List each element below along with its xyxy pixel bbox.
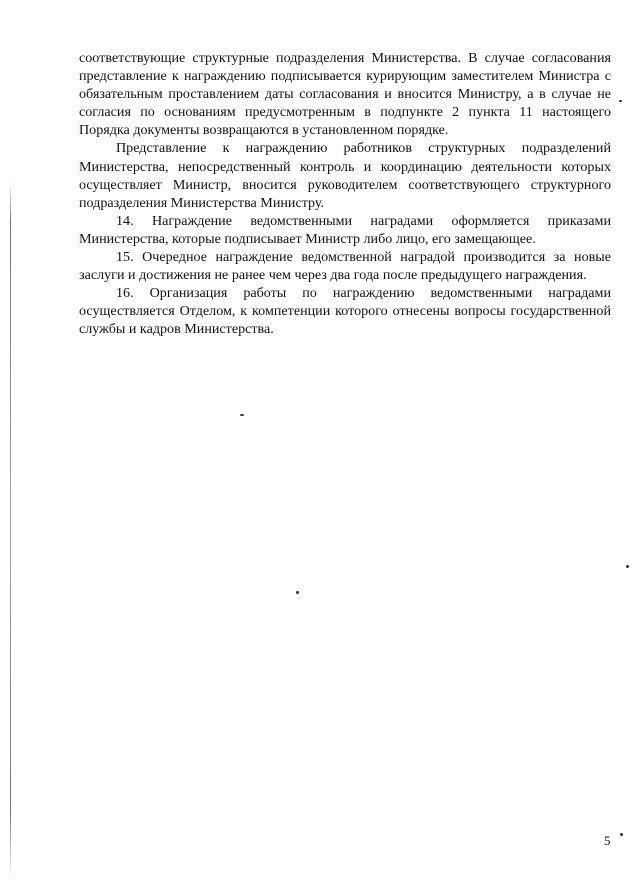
- paragraph-item-15: 15. Очередное награждение ведомственной наградой производится за новые заслуги и достижения не ранее чем через два года после предыдущего награждения.: [79, 249, 611, 284]
- scan-speck: [296, 591, 299, 594]
- scan-speck: [626, 565, 629, 568]
- paragraph-item-14: 14. Награждение ведомственными наградами оформляется приказами Министерства, которые подписывает Министр либо лицо, его замещающее.: [79, 212, 611, 247]
- scan-speck: [620, 833, 623, 836]
- page-number: 5: [604, 833, 611, 848]
- paragraph-continuation: соответствующие структурные подразделения Министерства. В случае согласования представление к награждению подписывается курирующим заместителем Министра с обязательным проставлением даты согласования и вносится Министру, а в случае не согласия по основаниям предусмотренным в подпункте 2 пункта 11 настоящего Порядка документы возвращаются в установленном порядке.: [79, 50, 611, 139]
- scan-speck: [619, 100, 622, 102]
- paragraph-submission: Представление к награждению работников структурных подразделений Министерства, непосредственный контроль и координацию деятельности которых осуществляет Министр, вносится руководителем соответствующего структурного подразделения Министерства Министру.: [79, 140, 611, 211]
- paragraph-item-16: 16. Организация работы по награждению ведомственными наградами осуществляется Отделом, к компетенции которого отнесены вопросы государственной службы и кадров Министерства.: [79, 285, 611, 338]
- body-text: [79, 49, 611, 339]
- scan-speck: [240, 414, 244, 416]
- scan-edge-line: [10, 180, 11, 880]
